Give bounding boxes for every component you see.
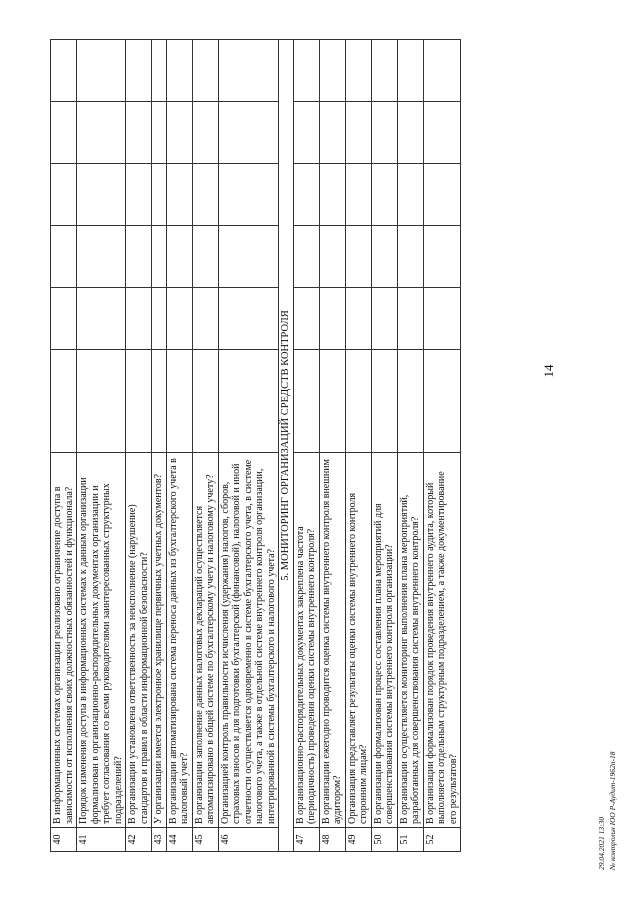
table-row <box>126 40 152 852</box>
question-text: В организации установлена ответственность за неисполнение (нарушение) стандартов и правил в области информационной безопасности? <box>126 453 152 828</box>
question-text: Порядок изменения доступа в информационных системах к данным организации формализован в организационно-распорядительных документах организации и требует согласования со всеми руководителями заинтересованных структурных подразделений? <box>77 453 126 828</box>
answer-cell <box>51 102 77 164</box>
answer-cell <box>192 288 218 350</box>
question-text: Организацией контроль правильности исчисления (удержания) налогов, сборов, страховых взносов и для подготовки бухгалтерской (финансовой), налоговой и иной отчетности осуществляется одновременно в системе бухгалтерского учета, в системе налогового учета, а также в отдельной системе внутреннего контроля организации, интегрированной в системы бухгалтерского и налогового учета? <box>218 453 279 828</box>
table-row <box>293 40 319 852</box>
answer-cell <box>218 102 279 164</box>
row-number: 47 <box>293 828 319 852</box>
answer-cell <box>397 350 423 453</box>
answer-cell <box>319 226 345 288</box>
answer-cell <box>77 102 126 164</box>
answer-cell <box>77 164 126 226</box>
answer-cell <box>345 288 371 350</box>
answer-cell <box>345 350 371 453</box>
question-text: В организации ежегодно проводится оценка системы внутреннего контроля внешним аудитором? <box>319 453 345 828</box>
answer-cell <box>293 226 319 288</box>
answer-cell <box>126 40 152 102</box>
answer-cell <box>345 40 371 102</box>
answer-cell <box>152 40 167 102</box>
row-number: 42 <box>126 828 152 852</box>
answer-cell <box>371 288 397 350</box>
answer-cell <box>51 226 77 288</box>
row-number: 48 <box>319 828 345 852</box>
answer-cell <box>319 164 345 226</box>
answer-cell <box>126 288 152 350</box>
answer-cell <box>77 226 126 288</box>
table-row <box>166 40 192 852</box>
answer-cell <box>166 350 192 453</box>
question-text: У организации имеется электронное хранилище первичных учетных документов? <box>152 453 167 828</box>
table-row <box>77 40 126 852</box>
answer-cell <box>126 350 152 453</box>
row-number: 49 <box>345 828 371 852</box>
answer-cell <box>51 164 77 226</box>
answer-cell <box>152 226 167 288</box>
answer-cell <box>166 102 192 164</box>
answer-cell <box>293 350 319 453</box>
answer-cell <box>423 164 461 226</box>
answer-cell <box>152 102 167 164</box>
row-number: 46 <box>218 828 279 852</box>
answer-cell <box>152 350 167 453</box>
table-row <box>423 40 461 852</box>
answer-cell <box>397 226 423 288</box>
answer-cell <box>397 164 423 226</box>
answer-cell <box>293 164 319 226</box>
question-text: В информационных системах организации реализовано ограничение доступа в зависимости от исполнения своих должностных обязанностей и функционала? <box>51 453 77 828</box>
answer-cell <box>423 102 461 164</box>
answer-cell <box>51 288 77 350</box>
row-number: 43 <box>152 828 167 852</box>
table-row <box>218 40 279 852</box>
table-row <box>319 40 345 852</box>
answer-cell <box>192 164 218 226</box>
question-text: В организации формализован порядок проведения внутреннего аудита, который выполняется отдельным структурным подразделением, а также документирование его результатов? <box>423 453 461 828</box>
answer-cell <box>166 40 192 102</box>
answer-cell <box>397 40 423 102</box>
answer-cell <box>192 350 218 453</box>
row-number: 40 <box>51 828 77 852</box>
answer-cell <box>192 226 218 288</box>
answer-cell <box>293 40 319 102</box>
answer-cell <box>371 350 397 453</box>
answer-cell <box>126 102 152 164</box>
table-row <box>397 40 423 852</box>
answer-cell <box>166 164 192 226</box>
answer-cell <box>345 102 371 164</box>
footer-timestamp: 29.04.2021 13:30 <box>597 816 606 870</box>
answer-cell <box>319 102 345 164</box>
answer-cell <box>218 40 279 102</box>
answer-cell <box>423 350 461 453</box>
table-row <box>371 40 397 852</box>
answer-cell <box>397 102 423 164</box>
answer-cell <box>77 40 126 102</box>
answer-cell <box>423 226 461 288</box>
question-text: В организационно-распорядительных документах закреплена частота (периодичность) проведения оценки системы внутреннего контроля? <box>293 453 319 828</box>
answer-cell <box>51 350 77 453</box>
answer-cell <box>345 226 371 288</box>
answer-cell <box>423 288 461 350</box>
answer-cell <box>319 288 345 350</box>
answer-cell <box>166 288 192 350</box>
answer-cell <box>218 350 279 453</box>
answer-cell <box>319 40 345 102</box>
row-number: 50 <box>371 828 397 852</box>
row-number: 45 <box>192 828 218 852</box>
row-number: 41 <box>77 828 126 852</box>
answer-cell <box>293 288 319 350</box>
section-title: 5. МОНИТОРИНГ ОРГАНИЗАЦИЙ СРЕДСТВ КОНТРОЛЯ <box>279 40 294 852</box>
question-text: В организации осуществляется мониторинг выполнения плана мероприятий, разработанных для совершенствования системы внутреннего контроля? <box>397 453 423 828</box>
answer-cell <box>218 288 279 350</box>
answer-cell <box>77 288 126 350</box>
question-text: Организация представляет результаты оценки системы внутреннего контроля сторонним лицам? <box>345 453 371 828</box>
answer-cell <box>371 40 397 102</box>
answer-cell <box>319 350 345 453</box>
question-text: В организации автоматизирована система переноса данных из бухгалтерского учета в налоговый учет? <box>166 453 192 828</box>
question-text: В организации формализован процесс составления плана мероприятий для совершенствования системы внутреннего контроля организации? <box>371 453 397 828</box>
questionnaire-table-rotated <box>50 40 610 852</box>
table-row <box>152 40 167 852</box>
question-text: В организации заполнение данных налоговых деклараций осуществляется автоматизировано в общей системе по бухгалтерскому учету и налоговому учету? <box>192 453 218 828</box>
answer-cell <box>218 226 279 288</box>
answer-cell <box>126 164 152 226</box>
answer-cell <box>345 164 371 226</box>
answer-cell <box>293 102 319 164</box>
answer-cell <box>126 226 152 288</box>
answer-cell <box>371 164 397 226</box>
section-header-row <box>279 40 294 852</box>
answer-cell <box>152 164 167 226</box>
answer-cell <box>218 164 279 226</box>
table-row <box>192 40 218 852</box>
row-number: 44 <box>166 828 192 852</box>
answer-cell <box>423 40 461 102</box>
table-row <box>345 40 371 852</box>
row-number: 51 <box>397 828 423 852</box>
page-number: 14 <box>541 364 556 378</box>
row-number: 52 <box>423 828 461 852</box>
answer-cell <box>192 102 218 164</box>
answer-cell <box>371 102 397 164</box>
table-row <box>51 40 77 852</box>
questionnaire-table <box>50 39 461 852</box>
answer-cell <box>77 350 126 453</box>
footer-reference: № контрольн ЮО Р-Аудит-1962п-18 <box>608 751 617 870</box>
answer-cell <box>152 288 167 350</box>
answer-cell <box>397 288 423 350</box>
answer-cell <box>51 40 77 102</box>
answer-cell <box>371 226 397 288</box>
answer-cell <box>166 226 192 288</box>
answer-cell <box>192 40 218 102</box>
